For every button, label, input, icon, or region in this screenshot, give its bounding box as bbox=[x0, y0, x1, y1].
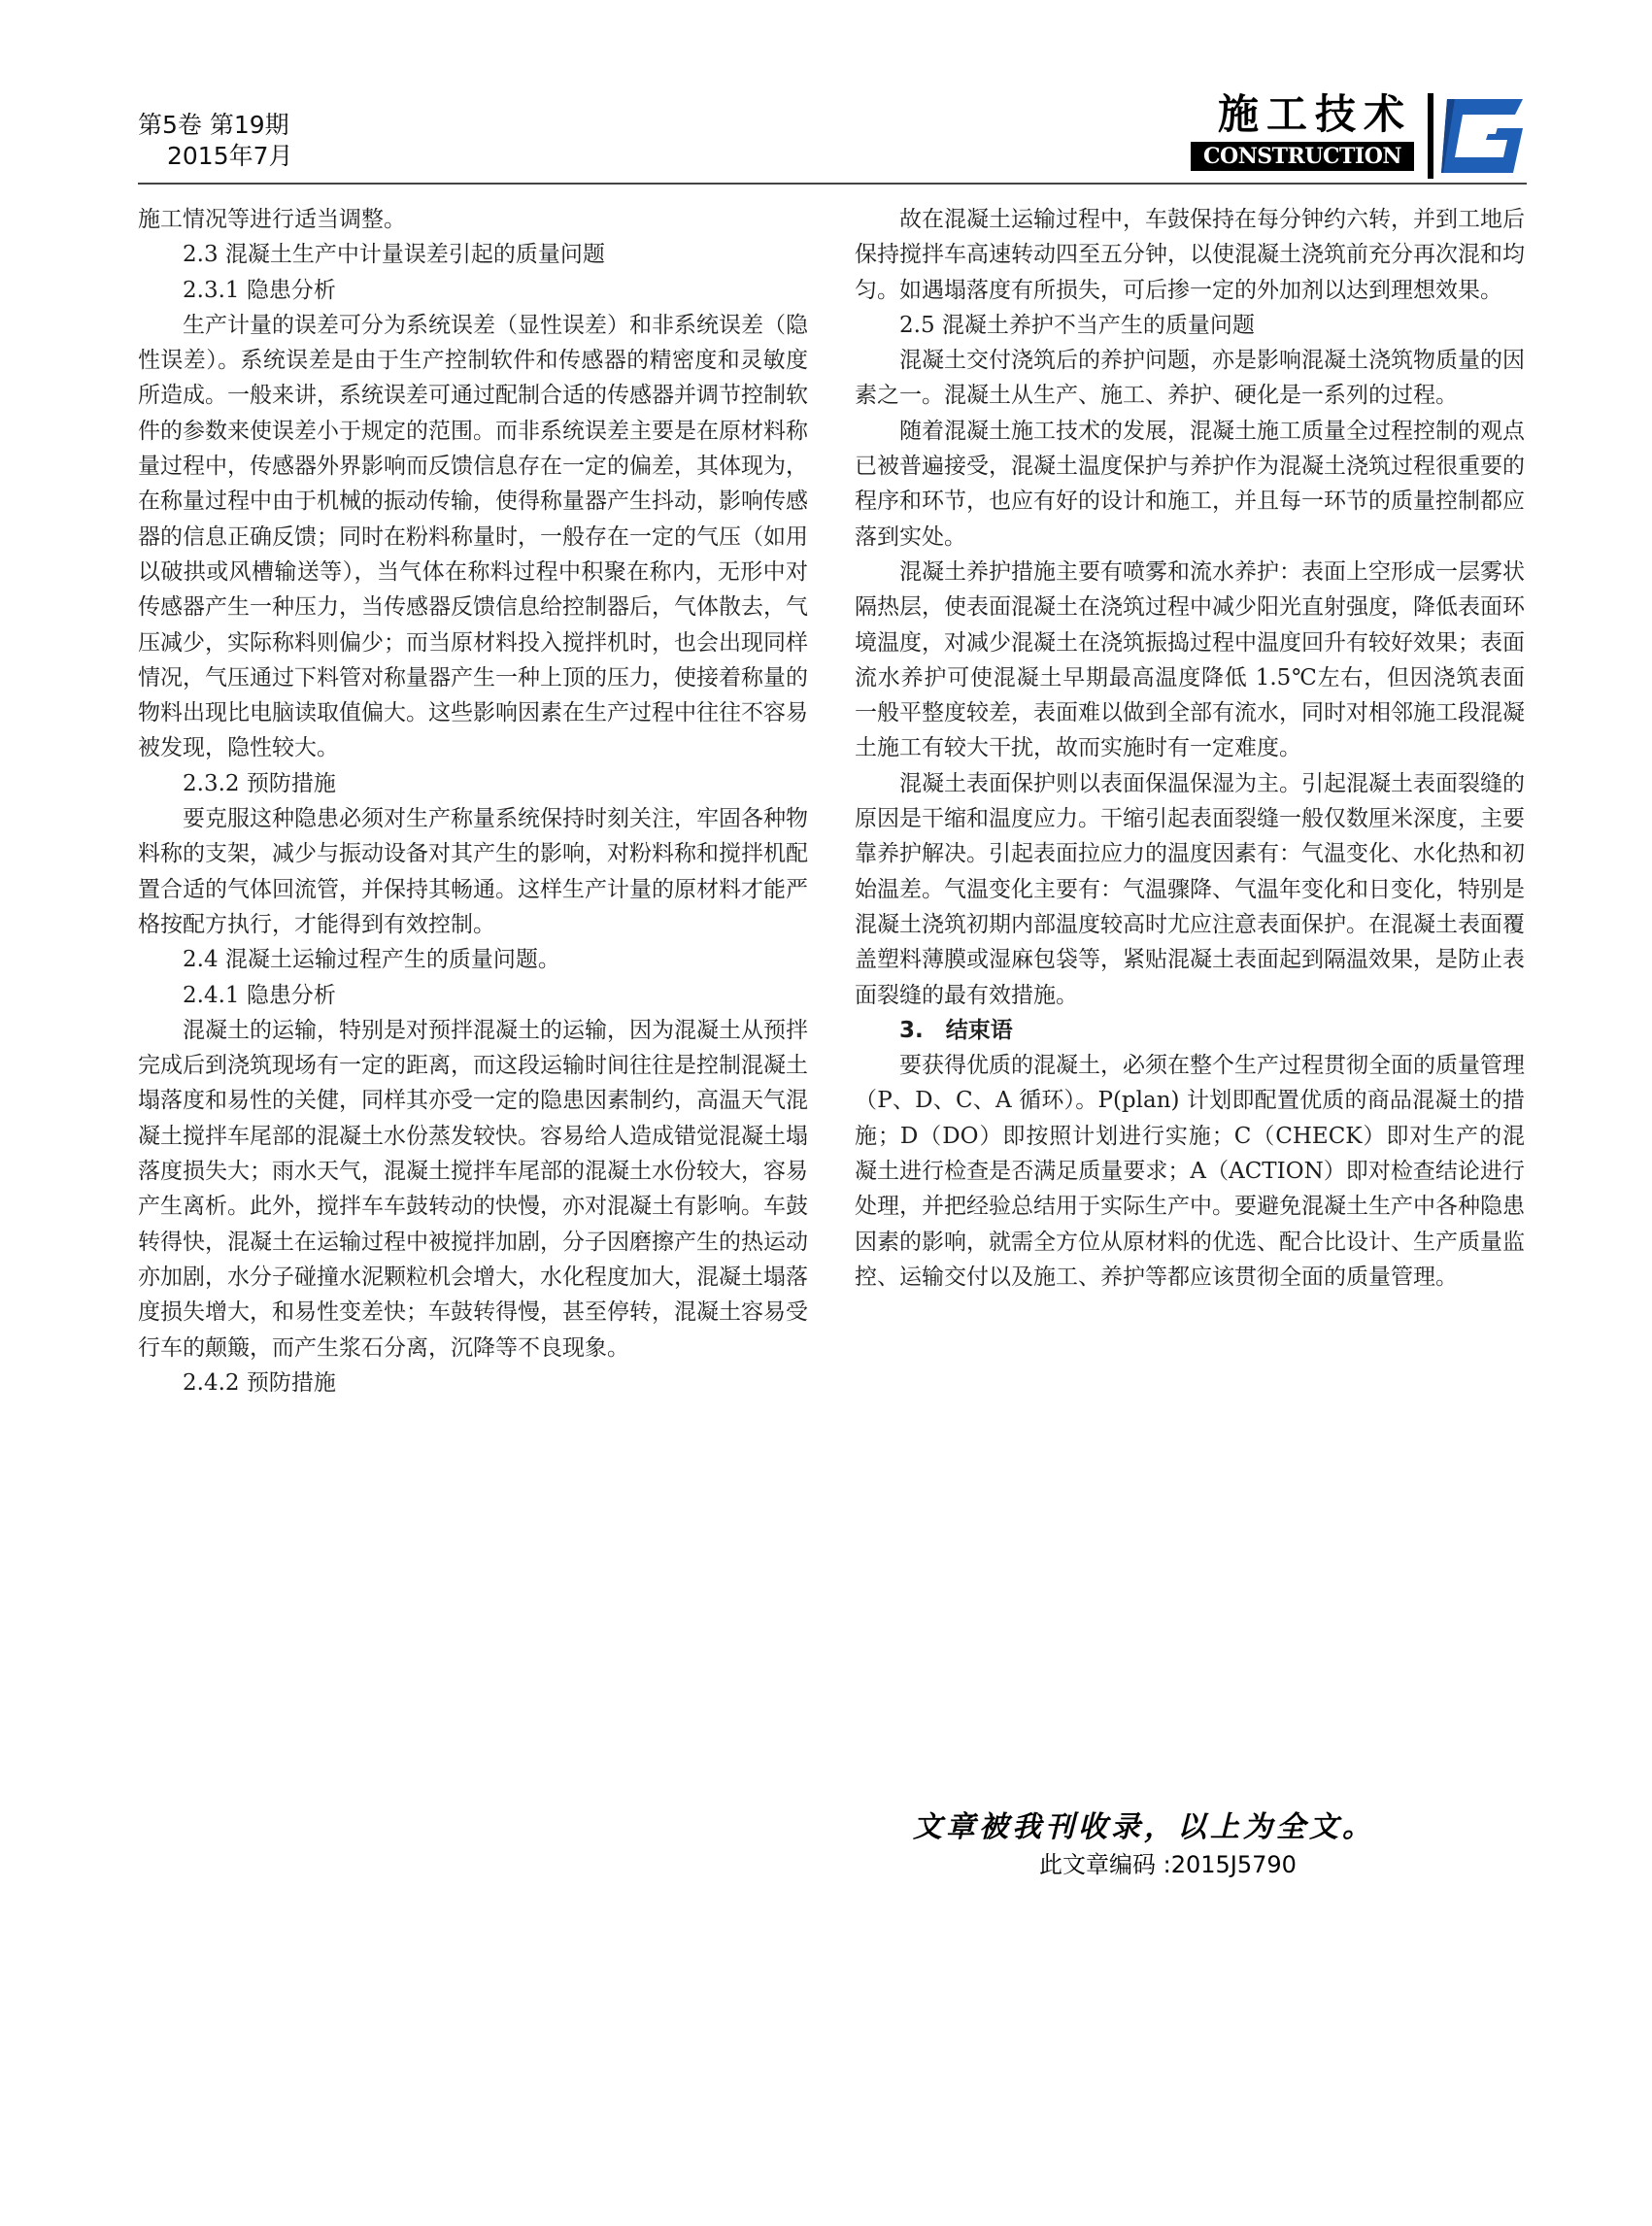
section-heading: 3. 结束语 bbox=[899, 1017, 1013, 1043]
header-rule bbox=[138, 183, 1527, 185]
journal-logo-icon bbox=[1426, 89, 1527, 183]
journal-masthead bbox=[1197, 89, 1527, 183]
section-heading: 2.3.2 预防措施 bbox=[183, 770, 336, 796]
inclusion-note: 文章被我刊收录，以上为全文。 bbox=[913, 1810, 1375, 1844]
issue-date: 2015年7月 bbox=[167, 142, 293, 170]
volume-issue: 第5卷 第19期 bbox=[138, 111, 289, 139]
journal-title-en: CONSTRUCTION bbox=[1191, 142, 1414, 171]
article-code: 此文章编码 :2015J5790 bbox=[1039, 1851, 1297, 1878]
left-column bbox=[138, 202, 808, 1400]
body-paragraph: 混凝土表面保护则以表面保温保湿为主。引起混凝土表面裂缝的原因是干缩和温度应力。干缩引起表面裂缝一般仅数厘米深度，主要靠养护解决。引起表面拉应力的温度因素有：气温变化、水化热和初始温差。气温变化主要有：气温骤降、气温年变化和日变化，特别是混凝土浇筑初期内部温度较高时尤应注意表面保护。在混凝土表面覆盖塑料薄膜或湿麻包袋等，紧贴混凝土表面起到隔温效果，是防止表面裂缝的最有效措施。 bbox=[855, 770, 1525, 1008]
body-paragraph: 混凝土养护措施主要有喷雾和流水养护：表面上空形成一层雾状隔热层，使表面混凝土在浇筑过程中减少阳光直射强度，降低表面环境温度，对减少混凝土在浇筑振捣过程中温度回升有较好效果；表面流水养护可使混凝土早期最高温度降低 1.5℃左右，但因浇筑表面一般平整度较差，表面难以做到全部有流水，同时对相邻施工段混凝土施工有较大干扰，故而实施时有一定难度。 bbox=[855, 558, 1525, 761]
body-paragraph: 混凝土交付浇筑后的养护问题，亦是影响混凝土浇筑物质量的因素之一。混凝土从生产、施工、养护、硬化是一系列的过程。 bbox=[855, 348, 1525, 409]
body-paragraph: 生产计量的误差可分为系统误差（显性误差）和非系统误差（隐性误差）。系统误差是由于生产控制软件和传感器的精密度和灵敏度所造成。一般来讲，系统误差可通过配制合适的传感器并调节控制软件的参数来使误差小于规定的范围。而非系统误差主要是在原材料称量过程中，传感器外界影响而反馈信息存在一定的偏差，其体现为，在称量过程中由于机械的振动传输，使得称量器产生抖动，影响传感器的信息正确反馈；同时在粉料称量时，一般存在一定的气压（如用以破拱或风槽输送等），当气体在称料过程中积聚在称内，无形中对传感器产生一种压力，当传感器反馈信息给控制器后，气体散去，气压减少，实际称料则偏少；而当原材料投入搅拌机时，也会出现同样情况，气压通过下料管对称量器产生一种上顶的压力，使接着称量的物料出现比电脑读取值偏大。这些影响因素在生产过程中往往不容易被发现，隐性较大。 bbox=[138, 312, 808, 761]
body-paragraph: 混凝土的运输，特别是对预拌混凝土的运输，因为混凝土从预拌完成后到浇筑现场有一定的距离，而这段运输时间往往是控制混凝土塌落度和易性的关健，同样其亦受一定的隐患因素制约，高温天气混凝土搅拌车尾部的混凝土水份蒸发较快。容易给人造成错觉混凝土塌落度损失大；雨水天气，混凝土搅拌车尾部的混凝土水份较大，容易产生离析。此外，搅拌车车鼓转动的快慢，亦对混凝土有影响。车鼓转得快，混凝土在运输过程中被搅拌加剧，分子因磨擦产生的热运动亦加剧，水分子碰撞水泥颗粒机会增大，水化程度加大，混凝土塌落度损失增大，和易性变差快；车鼓转得慢，甚至停转，混凝土容易受行车的颠簸，而产生浆石分离，沉降等不良现象。 bbox=[138, 1017, 808, 1361]
section-heading: 2.5 混凝土养护不当产生的质量问题 bbox=[899, 312, 1255, 338]
section-heading: 2.3 混凝土生产中计量误差引起的质量问题 bbox=[183, 242, 605, 268]
section-heading: 2.4.2 预防措施 bbox=[183, 1369, 336, 1396]
body-paragraph: 要获得优质的混凝土，必须在整个生产过程贯彻全面的质量管理（P、D、C、A 循环）。P(plan) 计划即配置优质的商品混凝土的措施；D（DO）即按照计划进行实施；C（CHECK）即对生产的混凝土进行检查是否满足质量要求；A（ACTION）即对检查结论进行处理，并把经验总结用于实际生产中。要避免混凝土生产中各种隐患因素的影响，就需全方位从原材料的优选、配合比设计、生产质量监控、运输交付以及施工、养护等都应该贯彻全面的质量管理。 bbox=[855, 1053, 1525, 1290]
page-header bbox=[138, 89, 1527, 183]
section-heading: 2.4 混凝土运输过程产生的质量问题。 bbox=[183, 947, 560, 973]
section-heading: 2.3.1 隐患分析 bbox=[183, 277, 336, 303]
section-heading: 2.4.1 隐患分析 bbox=[183, 982, 336, 1008]
journal-title: 施工技术 bbox=[1217, 90, 1412, 138]
body-paragraph: 要克服这种隐患必须对生产称量系统保持时刻关注，牢固各种物料称的支架，减少与振动设备对其产生的影响，对粉料称和搅拌机配置合适的气体回流管，并保持其畅通。这样生产计量的原材料才能严格按配方执行，才能得到有效控制。 bbox=[138, 806, 808, 937]
body-paragraph: 故在混凝土运输过程中，车鼓保持在每分钟约六转，并到工地后保持搅拌车高速转动四至五分钟，以使混凝土浇筑前充分再次混和均匀。如遇塌落度有所损失，可后掺一定的外加剂以达到理想效果。 bbox=[855, 207, 1525, 303]
body-paragraph: 随着混凝土施工技术的发展，混凝土施工质量全过程控制的观点已被普遍接受，混凝土温度保护与养护作为混凝土浇筑过程很重要的程序和环节，也应有好的设计和施工，并且每一环节的质量控制都应落到实处。 bbox=[855, 418, 1525, 550]
page-footer bbox=[913, 1808, 1457, 1882]
body-paragraph: 施工情况等进行适当调整。 bbox=[138, 207, 406, 232]
right-column bbox=[855, 202, 1525, 1295]
